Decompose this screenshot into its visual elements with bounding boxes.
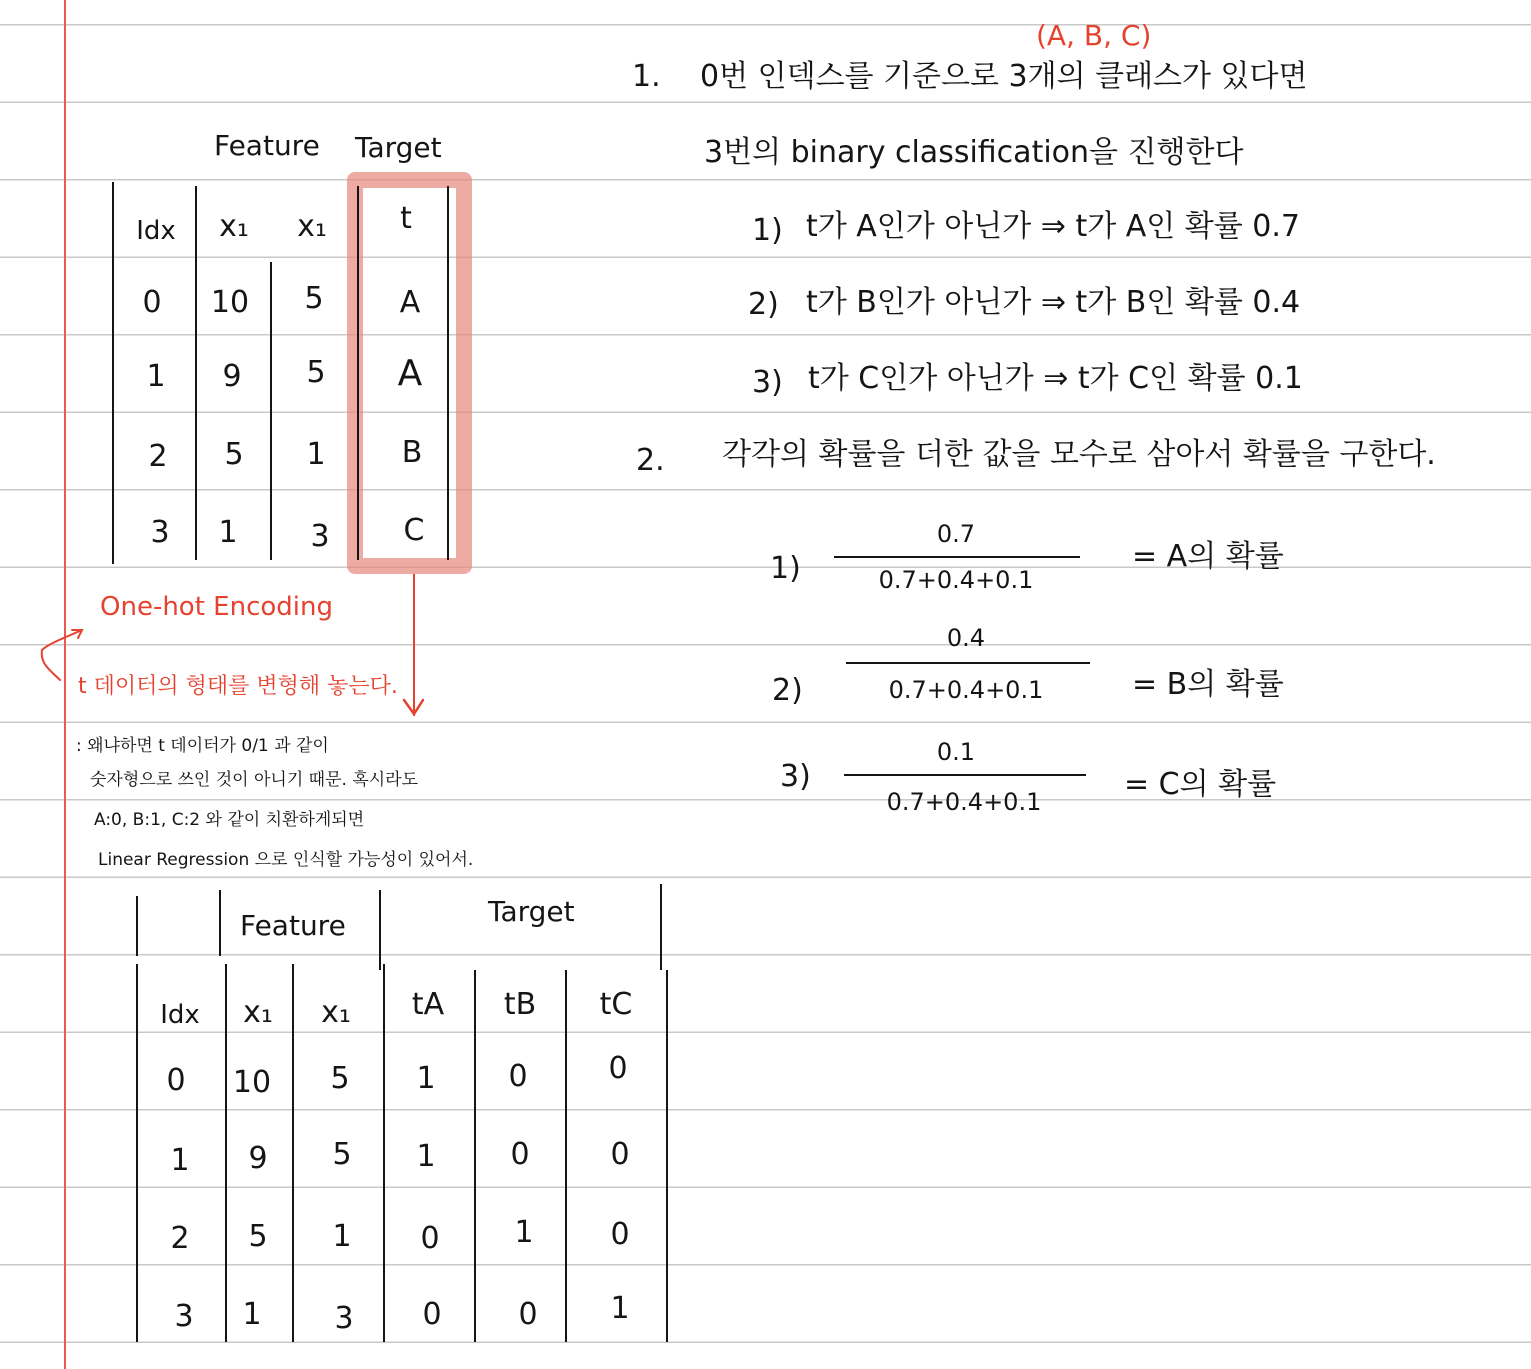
table2-header-x1: x₁ [243, 995, 273, 1030]
table1-cell: B [401, 435, 423, 470]
table2-cell: 0 [420, 1221, 440, 1256]
table2-header-tb: tB [503, 987, 537, 1022]
table1-cell: 9 [222, 359, 242, 394]
table2-border-top-right [660, 884, 662, 970]
transform-note: t 데이터의 형태를 변형해 놓는다. [78, 674, 398, 699]
table2-cell: 1 [242, 1297, 262, 1332]
table1-feature-label: Feature [214, 129, 320, 162]
table2-divider [219, 890, 221, 956]
table1-cell: 5 [304, 281, 324, 316]
fraction-number: 2) [772, 673, 803, 708]
table1-cell: 2 [148, 439, 168, 474]
table2-header-idx: Idx [160, 1000, 200, 1030]
table2-cell: 10 [232, 1065, 272, 1100]
table2-divider [383, 964, 385, 1342]
fraction-bar [846, 662, 1090, 664]
table2-cell: 3 [334, 1301, 354, 1336]
step1-number: 1. [632, 59, 661, 94]
fraction-bar [834, 556, 1080, 558]
table1-target-label: Target [355, 131, 442, 164]
table2-cell: 1 [416, 1061, 436, 1096]
table2-target-label: Target [488, 895, 575, 928]
table2-divider [225, 964, 227, 1342]
table2-cell: 3 [174, 1299, 194, 1334]
fraction-denominator: 0.7+0.4+0.1 [888, 676, 1044, 704]
table1-header-t: t [400, 201, 412, 236]
table1-divider [357, 186, 359, 560]
table1-header-x1: x₁ [219, 209, 249, 244]
table2-cell: 0 [518, 1297, 538, 1332]
sub-item-number: 1) [752, 213, 783, 248]
table2-cell: 1 [170, 1143, 190, 1178]
table1-border-right [447, 186, 449, 560]
table2-cell: 0 [610, 1137, 630, 1172]
table2-cell: 0 [508, 1059, 528, 1094]
table1-header-x1b: x₁ [297, 209, 327, 244]
table1-cell: 5 [224, 437, 244, 472]
arrow-down-icon [402, 696, 424, 718]
fraction-denominator: 0.7+0.4+0.1 [878, 566, 1034, 594]
reason-line: : 왜냐하면 t 데이터가 0/1 과 같이 [76, 736, 329, 756]
table2-cell: 9 [248, 1141, 268, 1176]
fraction-numerator: 0.1 [936, 738, 976, 766]
table2-cell: 2 [170, 1221, 190, 1256]
table2-cell: 1 [514, 1215, 534, 1250]
table2-header-x1b: x₁ [321, 995, 351, 1030]
reason-line: Linear Regression 으로 인식할 가능성이 있어서. [98, 850, 474, 870]
sub-item-text: t가 B인가 아닌가 ⇒ t가 B인 확률 0.4 [806, 285, 1301, 320]
table1-cell: 10 [210, 285, 250, 320]
table1-divider [270, 262, 272, 560]
sub-item-text: t가 C인가 아닌가 ⇒ t가 C인 확률 0.1 [808, 361, 1303, 396]
sub-item-text: t가 A인가 아닌가 ⇒ t가 A인 확률 0.7 [806, 209, 1300, 244]
table1-divider [195, 186, 197, 560]
fraction-result: = A의 확률 [1132, 539, 1284, 574]
table2-cell: 0 [610, 1217, 630, 1252]
table1-cell: 1 [306, 437, 326, 472]
table1-cell: 1 [146, 359, 166, 394]
table1-header-idx: Idx [136, 216, 176, 246]
reason-line: A:0, B:1, C:2 와 같이 치환하게되면 [94, 810, 365, 830]
fraction-result: = B의 확률 [1132, 667, 1284, 702]
table2-border-top-left [136, 896, 138, 956]
step1-line2: 3번의 binary classification을 진행한다 [704, 135, 1244, 170]
table1-cell: A [399, 285, 421, 320]
table2-cell: 0 [608, 1051, 628, 1086]
table2-divider [565, 970, 567, 1342]
table1-cell: 3 [150, 515, 170, 550]
table2-cell: 5 [332, 1137, 352, 1172]
fraction-number: 3) [780, 759, 811, 794]
table2-cell: 1 [332, 1219, 352, 1254]
reason-line: 숫자형으로 쓰인 것이 아니기 때문. 혹시라도 [90, 770, 419, 790]
sub-item-number: 2) [748, 287, 779, 322]
classes-label: (A, B, C) [1036, 19, 1152, 52]
fraction-bar [844, 774, 1086, 776]
table1-border-left [112, 182, 114, 564]
table2-divider [474, 970, 476, 1342]
fraction-numerator: 0.7 [936, 520, 976, 548]
step1-line1: 0번 인덱스를 기준으로 3개의 클래스가 있다면 [700, 59, 1308, 94]
step2-number: 2. [636, 443, 665, 478]
sub-item-number: 3) [752, 365, 783, 400]
table2-cell: 5 [248, 1219, 268, 1254]
table2-border-right [666, 970, 668, 1342]
table1-cell: 1 [218, 515, 238, 550]
table2-cell: 0 [510, 1137, 530, 1172]
table2-divider [292, 964, 294, 1342]
fraction-number: 1) [770, 551, 801, 586]
table2-divider [379, 890, 381, 970]
table1-cell: C [403, 513, 425, 548]
table2-header-ta: tA [411, 987, 445, 1022]
table2-cell: 0 [422, 1297, 442, 1332]
table1-cell: 0 [142, 285, 162, 320]
step2-text: 각각의 확률을 더한 값을 모수로 삼아서 확률을 구한다. [722, 437, 1436, 472]
table1-cell: 3 [310, 519, 330, 554]
fraction-result: = C의 확률 [1124, 767, 1277, 802]
one-hot-encoding-label: One-hot Encoding [100, 592, 333, 622]
table1-cell: A [397, 353, 423, 394]
table2-header-tc: tC [599, 987, 633, 1022]
fraction-numerator: 0.4 [946, 624, 986, 652]
table2-border-left [136, 964, 138, 1342]
table1-cell: 5 [306, 355, 326, 390]
table2-cell: 5 [330, 1061, 350, 1096]
down-arrow-shaft [413, 574, 415, 716]
table2-cell: 0 [166, 1063, 186, 1098]
table2-feature-label: Feature [240, 909, 346, 942]
fraction-denominator: 0.7+0.4+0.1 [886, 788, 1042, 816]
table2-cell: 1 [610, 1291, 630, 1326]
table2-cell: 1 [416, 1139, 436, 1174]
